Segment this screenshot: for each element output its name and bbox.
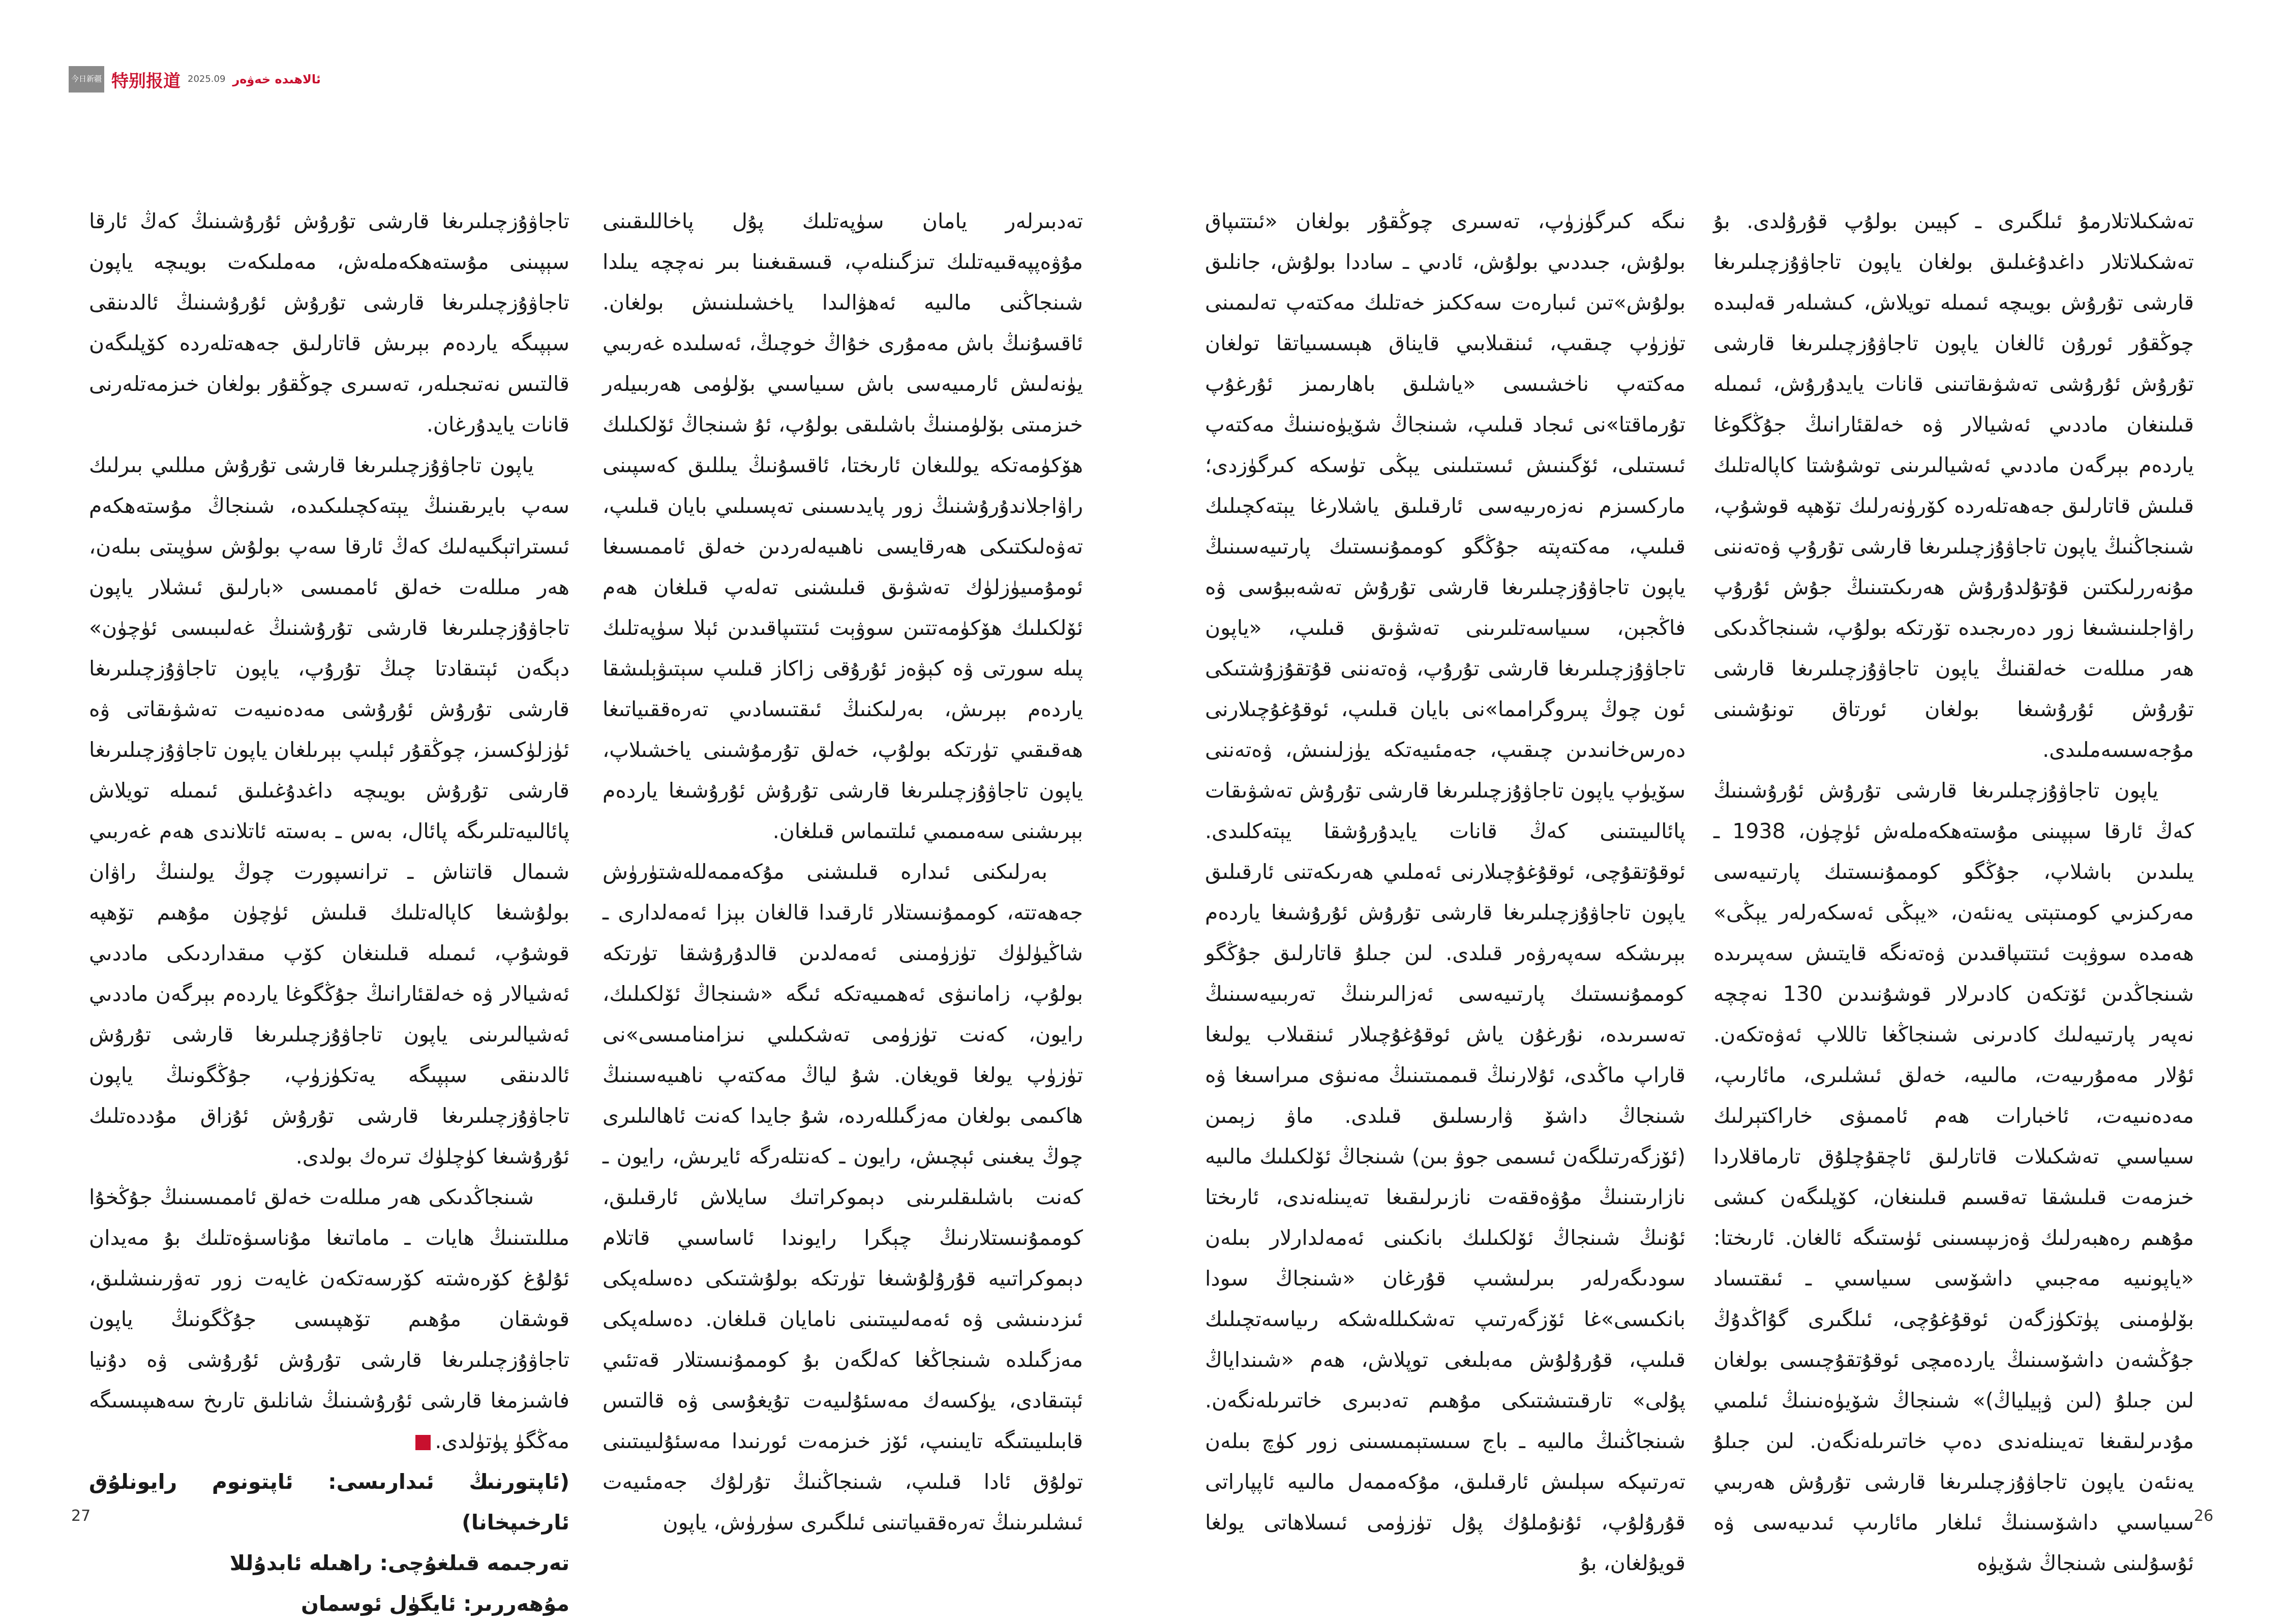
paragraph: بەرلىكنى ئىدارە قىلىشنى مۇكەممەللەشتۈرۈش جەھەتتە، كوممۇنىستلار ئارقىدا قالغان بېزا ئەمەلدارى ـ شاڭيۈلۈك تۈزۈمىنى ئەمەلدىن قالدۇرۇشقا تۈرتكە بولۇپ، زامانىۋى ئەھمىيەتكە ئىگە «شىنجاڭ ئۆلكىلىك، رايون، كەنت تۈزۈمى تەشكىلىي نىزامنامىسى»نى تۈزۈپ يولغا قويغان. شۇ لياڭ مەكتەپ ناھىيەسىنىڭ ھاكىمى بولغان مەزگىللەردە، شۇ جايدا كەنت ئاھالىلىرى چوڭ يىغىنى ئېچىش، رايون ـ كەنتلەرگە ئايرىش، رايون ـ كەنت باشلىقلىرىنى دېموكراتىك سايلاش ئارقىلىق، كوممۇنىستلارنىڭ چېگرا رايوندا ئاساسىي قاتلام دېموكراتىيە قۇرۇلۇشىغا تۈرتكە بولۇشتىكى دەسلەپكى ئىزدىنىشى ۋە ئەمەلىيىتىنى نامايان قىلغان. دەسلەپكى مەزگىلدە شىنجاڭغا كەلگەن بۇ كوممۇنىستلار قەتئىي ئېتىقادى، يۈكسەك مەسئۇلىيەت تۇيغۇسى ۋە قالتىس قابىلىيىتىگە تايىنىپ، ئۆز خىزمەت ئورنىدا مەسئۇلىيىتىنى تولۇق ئادا قىلىپ، شىنجاڭنىڭ تۇرلۇك جەمئىيەت ئىشلىرىنىڭ تەرەققىياتىنى ئىلگىرى سۈرۈش، ياپون bbox=[603, 860, 1083, 1535]
article-end-mark-icon bbox=[415, 1435, 431, 1450]
paragraph: تەشكىلاتلارمۇ ئىلگىرى ـ كېيىن بولۇپ قۇرۇلدى. بۇ تەشكىلاتلار داغدۇغىلىق بولغان ياپون تاجاۋۇزچىلىرىغا قارشى تۇرۇش بويىچە ئىمىلە تويلاش، كىشىلەر قەلبىدە چوڭقۇر ئورۇن ئالغان ياپون تاجاۋۇزچىلىرىغا قارشى تۇرۇش ئۇرۇشى تەشۋىقاتىنى قانات يايدۇرۇش، ئىمىلە قىلىنغان ماددىي ئەشيالار ۋە خەلقئارانىڭ جۇڭگوغا ياردەم بېرگەن ماددىي ئەشيالىرىنى توشۇشتا كاپالەتلىك قىلىش قاتارلىق جەھەتلەردە كۆرۈنەرلىك تۆھپە قوشۇپ، شىنجاڭنىڭ ياپون تاجاۋۇزچىلىرىغا قارشى تۇرۇپ ۋەتەننى مۇنەررلىكتىن قۇتۇلدۇرۇش ھەرىكىتىنىڭ جۇش ئۇرۇپ راۋاجلىنىشىغا زور دەرىجىدە تۆرتكە بولۇپ، شىنجاڭدىكى ھەر مىللەت خەلقنىڭ ياپون تاجاۋۇزچىلىرىغا قارشى تۇرۇش ئۇرۇشىغا بولغان ئورتاق تونۇشىنى مۇجەسسەملىدى. bbox=[1713, 209, 2194, 762]
page-number-left: 27 bbox=[71, 1507, 91, 1525]
text-column-2 bbox=[1205, 201, 1685, 1575]
magazine-logo: 今日新疆 bbox=[69, 66, 104, 93]
section-title-uyghur: ئالاھىدە خەۋەر bbox=[232, 72, 321, 86]
credit-author-unit: (ئاپتورنىڭ ئىدارىسى: ئاپتونوم رايونلۇق ئارخىپخانا) bbox=[89, 1469, 569, 1535]
article-credits bbox=[89, 1461, 569, 1624]
page-number-right: 26 bbox=[2194, 1507, 2214, 1525]
paragraph: ياپون تاجاۋۇزچىلىرىغا قارشى تۇرۇش ئۇرۇشىنىڭ كەڭ ئارقا سېپىنى مۇستەھكەملەش ئۈچۈن، 1938 ـ يىلىدىن باشلاپ، جۇڭگو كوممۇنىستىك پارتىيەسى مەركىزىي كومىتېتى يەنئەن، «يېڭى ئەسكەرلەر يېڭى» ھەمدە سوۋېت ئىتتىپاقىدىن ۋەتەنگە قايتىش سەپىرىدە شىنجاڭدىن ئۆتكەن كادىرلار قوشۇنىدىن 130 نەچچە نەپەر پارتىيەلىك كادىرنى شىنجاڭغا تاللاپ ئەۋەتكەن. ئۇلار مەمۇرىيەت، مالىيە، خەلق ئىشلىرى، مائارىپ، مەدەنىيەت، ئاخبارات ھەم ئاممىۋى خاراكتېرلىك سىياسىي تەشكىلات قاتارلىق ئاچقۇچلۇق تارماقلاردا خىزمەت قىلىشقا تەقسىم قىلىنغان، كۆپلىگەن كىشى مۇھىم رەھبەرلىك ۋەزىپىسىنى ئۈستىگە ئالغان. ئارىختا: «ياپونىيە مەجبىي داشۆسى سىياسىي ـ ئىقتىساد بۆلۈمىنى پۈتكۈزگەن ئوقۇغۇچى، ئىلگىرى گۇاڭدۇڭ جۇڭشەن داشۆسىنىڭ ياردەمچى ئوقۇتقۇچىسى بولغان لىن جىلۇ (لىن ۋېيلياڭ)» شىنجاڭ شۆيۈەنىنىڭ ئىلمىي مۇدىرلىقىغا تەيىنلەندى دەپ خاتىرىلەنگەن. لىن جىلۇ يەنئەن ياپون تاجاۋۇزچىلىرىغا قارشى تۇرۇش ھەربىي سىياسىي داشۆسىنىڭ ئىلغار مائارىپ ئىدىيەسى ۋە ئۇسۇلىنى شىنجاڭ شۆيۈە bbox=[1713, 778, 2194, 1575]
page-header bbox=[69, 64, 321, 95]
issue-info bbox=[188, 74, 225, 85]
paragraph: تەدبىرلەر يامان سۈپەتلىك پۇل پاخاللىقىنى مۇۋەپپەقىيەتلىك تىزگىنلەپ، قىسقىغىنا بىر نەچچە يىلدا شىنجاڭنى مالىيە ئەھۋالىدا ياخشىلىنىش بولغان. ئاقسۇنىڭ باش مەمۇرى خۇاڭ خوچىڭ، ئەسلىدە غەربىي يۈنەلىش ئارمىيەسى باش سىياسىي بۆلۈمى ھەربىيلەر خىزمىتى بۆلۈمىنىڭ باشلىقى بولۇپ، ئۇ شىنجاڭ ئۆلكىلىك ھۆكۈمەتكە يوللىغان ئارىختا، ئاقسۇنىڭ يىللىق كەسپىنى راۋاجلاندۇرۇشنىڭ زور پايدىسىنى تەپسىلىي بايان قىلىپ، تەۋەلىكتىكى ھەرقايسى ناھىيەلەردىن خەلق ئاممىسىغا ئومۇمىيۈزلۈك تەشۋىق قىلىشنى تەلەپ قىلغان ھەم ئۆلكىلىك ھۆكۈمەتتىن سوۋېت ئىتتىپاقىدىن ئېلا سۈپەتلىك پىلە سورتى ۋە كېۋەز ئۇرۇقى زاكاز قىلىپ سېتىۋېلىشقا ياردەم بېرىش، بەرلىكنىڭ ئىقتىسادىي تەرەققىياتىغا ھەقىقىي تۈرتكە بولۇپ، خەلق تۇرمۇشىنى ياخشىلاپ، ياپون تاجاۋۇزچىلىرىغا قارشى تۇرۇش ئۇرۇشىغا ياردەم بېرىشنى سەمىمىي ئىلتىماس قىلغان. bbox=[603, 209, 1083, 843]
issue-date: 2025.09 bbox=[188, 74, 226, 85]
paragraph-text: شىنجاڭدىكى ھەر مىللەت خەلق ئاممىسىنىڭ جۇڭخۇا مىللىتىنىڭ ھايات ـ ماماتىغا مۇناسىۋەتلىك بۇ مەيدان ئۇلۇغ كۆرەشتە كۆرسەتكەن غايەت زور تەۋرىنىشلىق، قوشقان مۇھىم تۆھپىسى جۇڭگونىڭ ياپون تاجاۋۇزچىلىرىغا قارشى تۇرۇش ئۇرۇشى ۋە دۇنيا فاشىزمغا قارشى ئۇرۇشىنىڭ شانلىق تارىخ سەھىپىسىگە مەڭگۈ پۈتۈلدى. bbox=[89, 1185, 569, 1453]
paragraph: نىگە كىرگۈزۈپ، تەسىرى چوڭقۇر بولغان «ئىتتىپاق بولۇش، جىددىي بولۇش، ئادىي ـ ساددا بولۇش، جانلىق بولۇش»تىن ئىبارەت سەككىز خەتلىك مەكتەپ تەلىمىنى تۈزۈپ چىقىپ، ئىنقىلابىي قايناق ھېسسىياتقا تولغان مەكتەپ ناخشىسى «ياشلىق باھارىمىز ئۇرغۇپ تۇرماقتا»نى ئىجاد قىلىپ، شىنجاڭ شۆيۈەنىنىڭ مەكتەپ ئىستىلى، ئۆگىنىش ئىستىلىنى يېڭى تۈسكە كىرگۈزدى؛ ماركسىزم نەزەرىيەسى ئارقىلىق ياشلارغا يېتەكچىلىك قىلىپ، مەكتەپتە جۇڭگو كوممۇنىستىك پارتىيەسىنىڭ ياپون تاجاۋۇزچىلىرىغا قارشى تۇرۇش تەشەببۇسى ۋە فاڭجېن، سىياسەتلىرىنى تەشۋىق قىلىپ، «ياپون تاجاۋۇزچىلىرىغا قارشى تۇرۇپ، ۋەتەننى قۇتقۇزۇشتىكى ئون چوڭ پىروگرامما»نى بايان قىلىپ، ئوقۇغۇچىلارنى دەرس‌خانىدىن چىقىپ، جەمئىيەتكە يۈزلىنىش، ۋەتەننى سۆيۈپ ياپون تاجاۋۇزچىلىرىغا قارشى تۇرۇش تەشۋىقات پائالىيىتىنى كەڭ قانات يايدۇرۇشقا يېتەكلىدى. ئوقۇتقۇچى، ئوقۇغۇچىلارنى ئەملىي ھەرىكەتنى ئارقىلىق ياپون تاجاۋۇزچىلىرىغا قارشى تۇرۇش ئۇرۇشىغا ياردەم بېرىشكە سەپەرۋەر قىلدى. لىن جىلۇ قاتارلىق جۇڭگو كوممۇنىستىك پارتىيەسى ئەزالىرىنىڭ تەربىيەسىنىڭ تەسىرىدە، نۇرغۇن ياش ئوقۇغۇچىلار ئىنقىلاب يولىغا قاراپ ماڭدى، ئۇلارنىڭ قىممىتىنىڭ مەنىۋى مىراسىغا ۋە شىنجاڭ داشۆ ۋارىسلىق قىلدى. ماۋ زېمىن (ئۆزگەرتىلگەن ئىسمى جوۋ بىن) شىنجاڭ ئۆلكىلىك مالىيە نازارىتىنىڭ مۇۋەققەت نازىرلىقىغا تەيىنلەندى، ئارىختا ئۇنىڭ شىنجاڭ ئۆلكىلىك بانكىنى ئەمەلدارلار بىلەن سودىگەرلەر بىرلىشىپ قۇرغان «شىنجاڭ سودا بانكىسى»غا ئۆزگەرتىپ تەشكىللەشكە رىياسەتچىلىك قىلىپ، قۇرۇلۇش مەبلىغى توپلاش، ھەم «شىنداياڭ پۇلى» تارقىتىشتىكى مۇھىم تەدبىرى خاتىرىلەنگەن. شىنجاڭنىڭ مالىيە ـ باج سىستېمىسىنى زور كۈچ بىلەن تەرتىپكە سېلىش ئارقىلىق، مۇكەممەل مالىيە ئاپپاراتى قۇرۇلۇپ، ئۇنۇملۇك پۇل تۈزۈمى ئىسلاھاتى يولغا قويۇلغان، بۇ bbox=[1205, 209, 1685, 1575]
text-column-3 bbox=[603, 201, 1083, 1533]
text-column-4 bbox=[89, 201, 569, 1616]
paragraph bbox=[89, 1177, 569, 1461]
paragraph: ياپون تاجاۋۇزچىلىرىغا قارشى تۇرۇش مىللىي بىرلىك سەپ بايرىقىنىڭ يېتەكچىلىكىدە، شىنجاڭ مۇستەھكەم ئىستراتېگىيەلىك كەڭ ئارقا سەپ بولۇش سۈپىتى بىلەن، ھەر مىللەت خەلق ئاممىسى «بارلىق ئىشلار ياپون تاجاۋۇزچىلىرىغا قارشى تۇرۇشنىڭ غەلىبىسى ئۈچۈن» دېگەن ئېتىقادتا چىڭ تۇرۇپ، ياپون تاجاۋۇزچىلىرىغا قارشى تۇرۇش ئۇرۇشى مەدەنىيەت تەشۋىقاتى ۋە ئۈزلۈكسىز، چوڭقۇر ئېلىپ بېرىلغان ياپون تاجاۋۇزچىلىرىغا قارشى تۇرۇش بويىچە داغدۇغىلىق ئىمىلە تويلاش پائالىيەتلىرىگە پائال، بەس ـ بەستە ئاتلاندى ھەم غەربىي شىمال قاتناش ـ ترانسپورت چوڭ يولىنىڭ راۋان بولۇشىغا كاپالەتلىك قىلىش ئۈچۈن مۇھىم تۆھپە قوشۇپ، ئىمىلە قىلىنغان كۆپ مىقداردىكى ماددىي ئەشيالار ۋە خەلقئارانىڭ جۇڭگوغا ياردەم بېرگەن ماددىي ئەشيالىرىنى ياپون تاجاۋۇزچىلىرىغا قارشى تۇرۇش ئالدىنقى سېپىگە يەتكۈزۈپ، جۇڭگونىڭ ياپون تاجاۋۇزچىلىرىغا قارشى تۇرۇش ئۇزاق مۇددەتلىك ئۇرۇشىغا كۈچلۈك تىرەك بولدى. bbox=[89, 453, 569, 1169]
text-column-1 bbox=[1713, 201, 2194, 1575]
section-title-chinese: 特别报道 bbox=[111, 71, 180, 91]
paragraph: تاجاۋۇزچىلىرىغا قارشى تۇرۇش ئۇرۇشىنىڭ كەڭ ئارقا سېپىنى مۇستەھكەملەش، مەملىكەت بويىچە ياپون تاجاۋۇزچىلىرىغا قارشى تۇرۇش ئۇرۇشىنىڭ ئالدىنقى سېپىگە ياردەم بېرىش قاتارلىق جەھەتلەردە كۆپلىگەن قالتىس نەتىجىلەر، تەسىرى چوڭقۇر بولغان خىزمەتلەرنى قانات يايدۇرغان. bbox=[89, 209, 569, 437]
credit-editor: مۇھەررىر: ئايگۈل ئوسمان bbox=[300, 1591, 569, 1616]
credit-translator: تەرجىمە قىلغۇچى: راھىلە ئابدۇللا bbox=[229, 1551, 569, 1575]
